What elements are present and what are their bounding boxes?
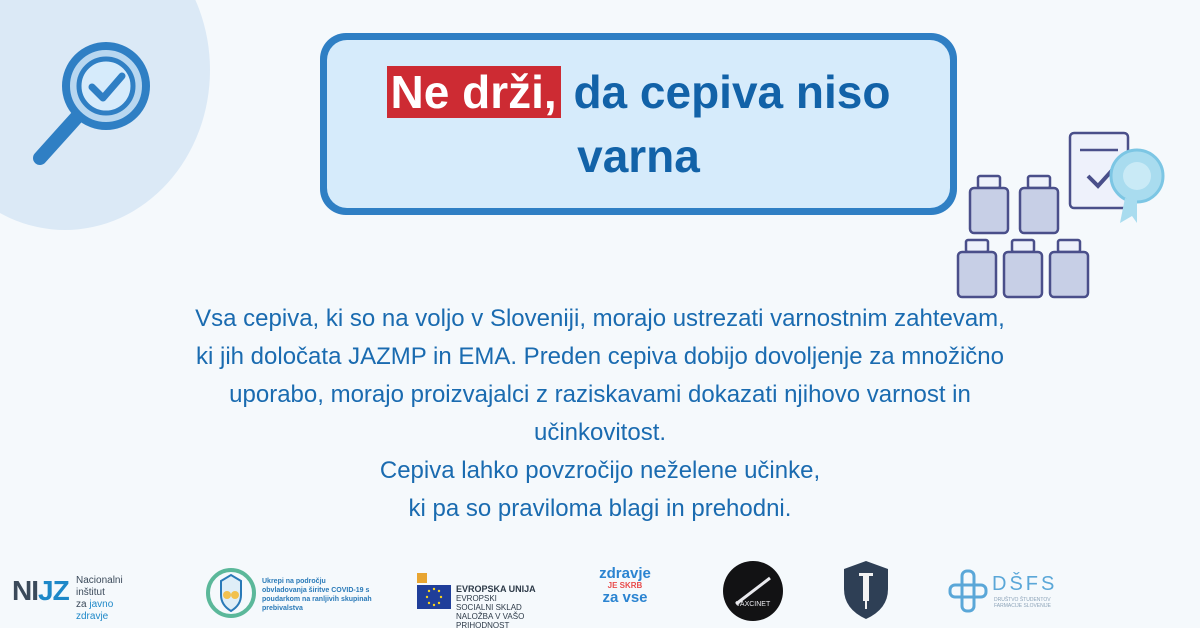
magnifier-check-icon: [28, 34, 158, 174]
body-line: Cepiva lahko povzročijo neželene učinke,: [379, 457, 821, 484]
body-text: [80, 300, 1120, 528]
body-line: ki pa so praviloma blagi in prehodni.: [408, 495, 792, 522]
headline-frame: [320, 33, 957, 215]
zdravje-je-skrb-logo: zdravje JE SKRB za vse: [599, 565, 651, 606]
dsfs-logo-icon: [948, 567, 988, 615]
body-line: Vsa cepiva, ki so na voljo v Sloveniji, morajo ustrezati varnostnim zahtevam,: [195, 305, 1005, 332]
page-title: [387, 60, 891, 188]
certificate-badge-icon: [1111, 150, 1163, 223]
title-line2: varna: [577, 130, 700, 182]
covid-measures-logo-text: Ukrepi na področju obvladovanja širitve COVID-19 s poudarkom na ranljivih skupinah prebivalstva: [262, 578, 372, 612]
nijz-logo-text: Nacionalni inštitut za javno zdravje: [76, 575, 123, 622]
covid-measures-logo-icon: [205, 567, 257, 619]
vaxcinet-logo-icon: [722, 560, 784, 622]
partner-logos: [0, 555, 1200, 628]
vaccine-vials-icon: [950, 128, 1180, 303]
eu-flag-icon: [417, 573, 451, 609]
eu-logo-text: EVROPSKA UNIJA EVROPSKI SOCIALNI SKLAD NALOŽBA V VAŠO PRIHODNOST: [456, 584, 536, 628]
headline-panel: [327, 40, 950, 208]
dsfs-logo-subtitle: DRUŠTVO ŠTUDENTOV FARMACIJE SLOVENIJE: [994, 597, 1051, 609]
title-highlight: Ne drži,: [387, 66, 561, 118]
body-line: učinkovitost.: [533, 419, 667, 446]
body-line: ki jih določata JAZMP in EMA. Preden cepiva dobijo dovoljenje za množično: [196, 343, 1004, 370]
title-line1-rest: da cepiva niso: [560, 66, 891, 118]
body-line: uporabo, morajo proizvajalci z raziskavami dokazati njihovo varnost in: [229, 381, 971, 408]
shield-syringe-logo-icon: [842, 559, 890, 621]
vaxcinet-logo-text: VAXCINET: [735, 601, 771, 608]
dsfs-logo-text: DŠFS: [992, 573, 1058, 595]
nijz-logo: NIJZ: [12, 575, 69, 606]
